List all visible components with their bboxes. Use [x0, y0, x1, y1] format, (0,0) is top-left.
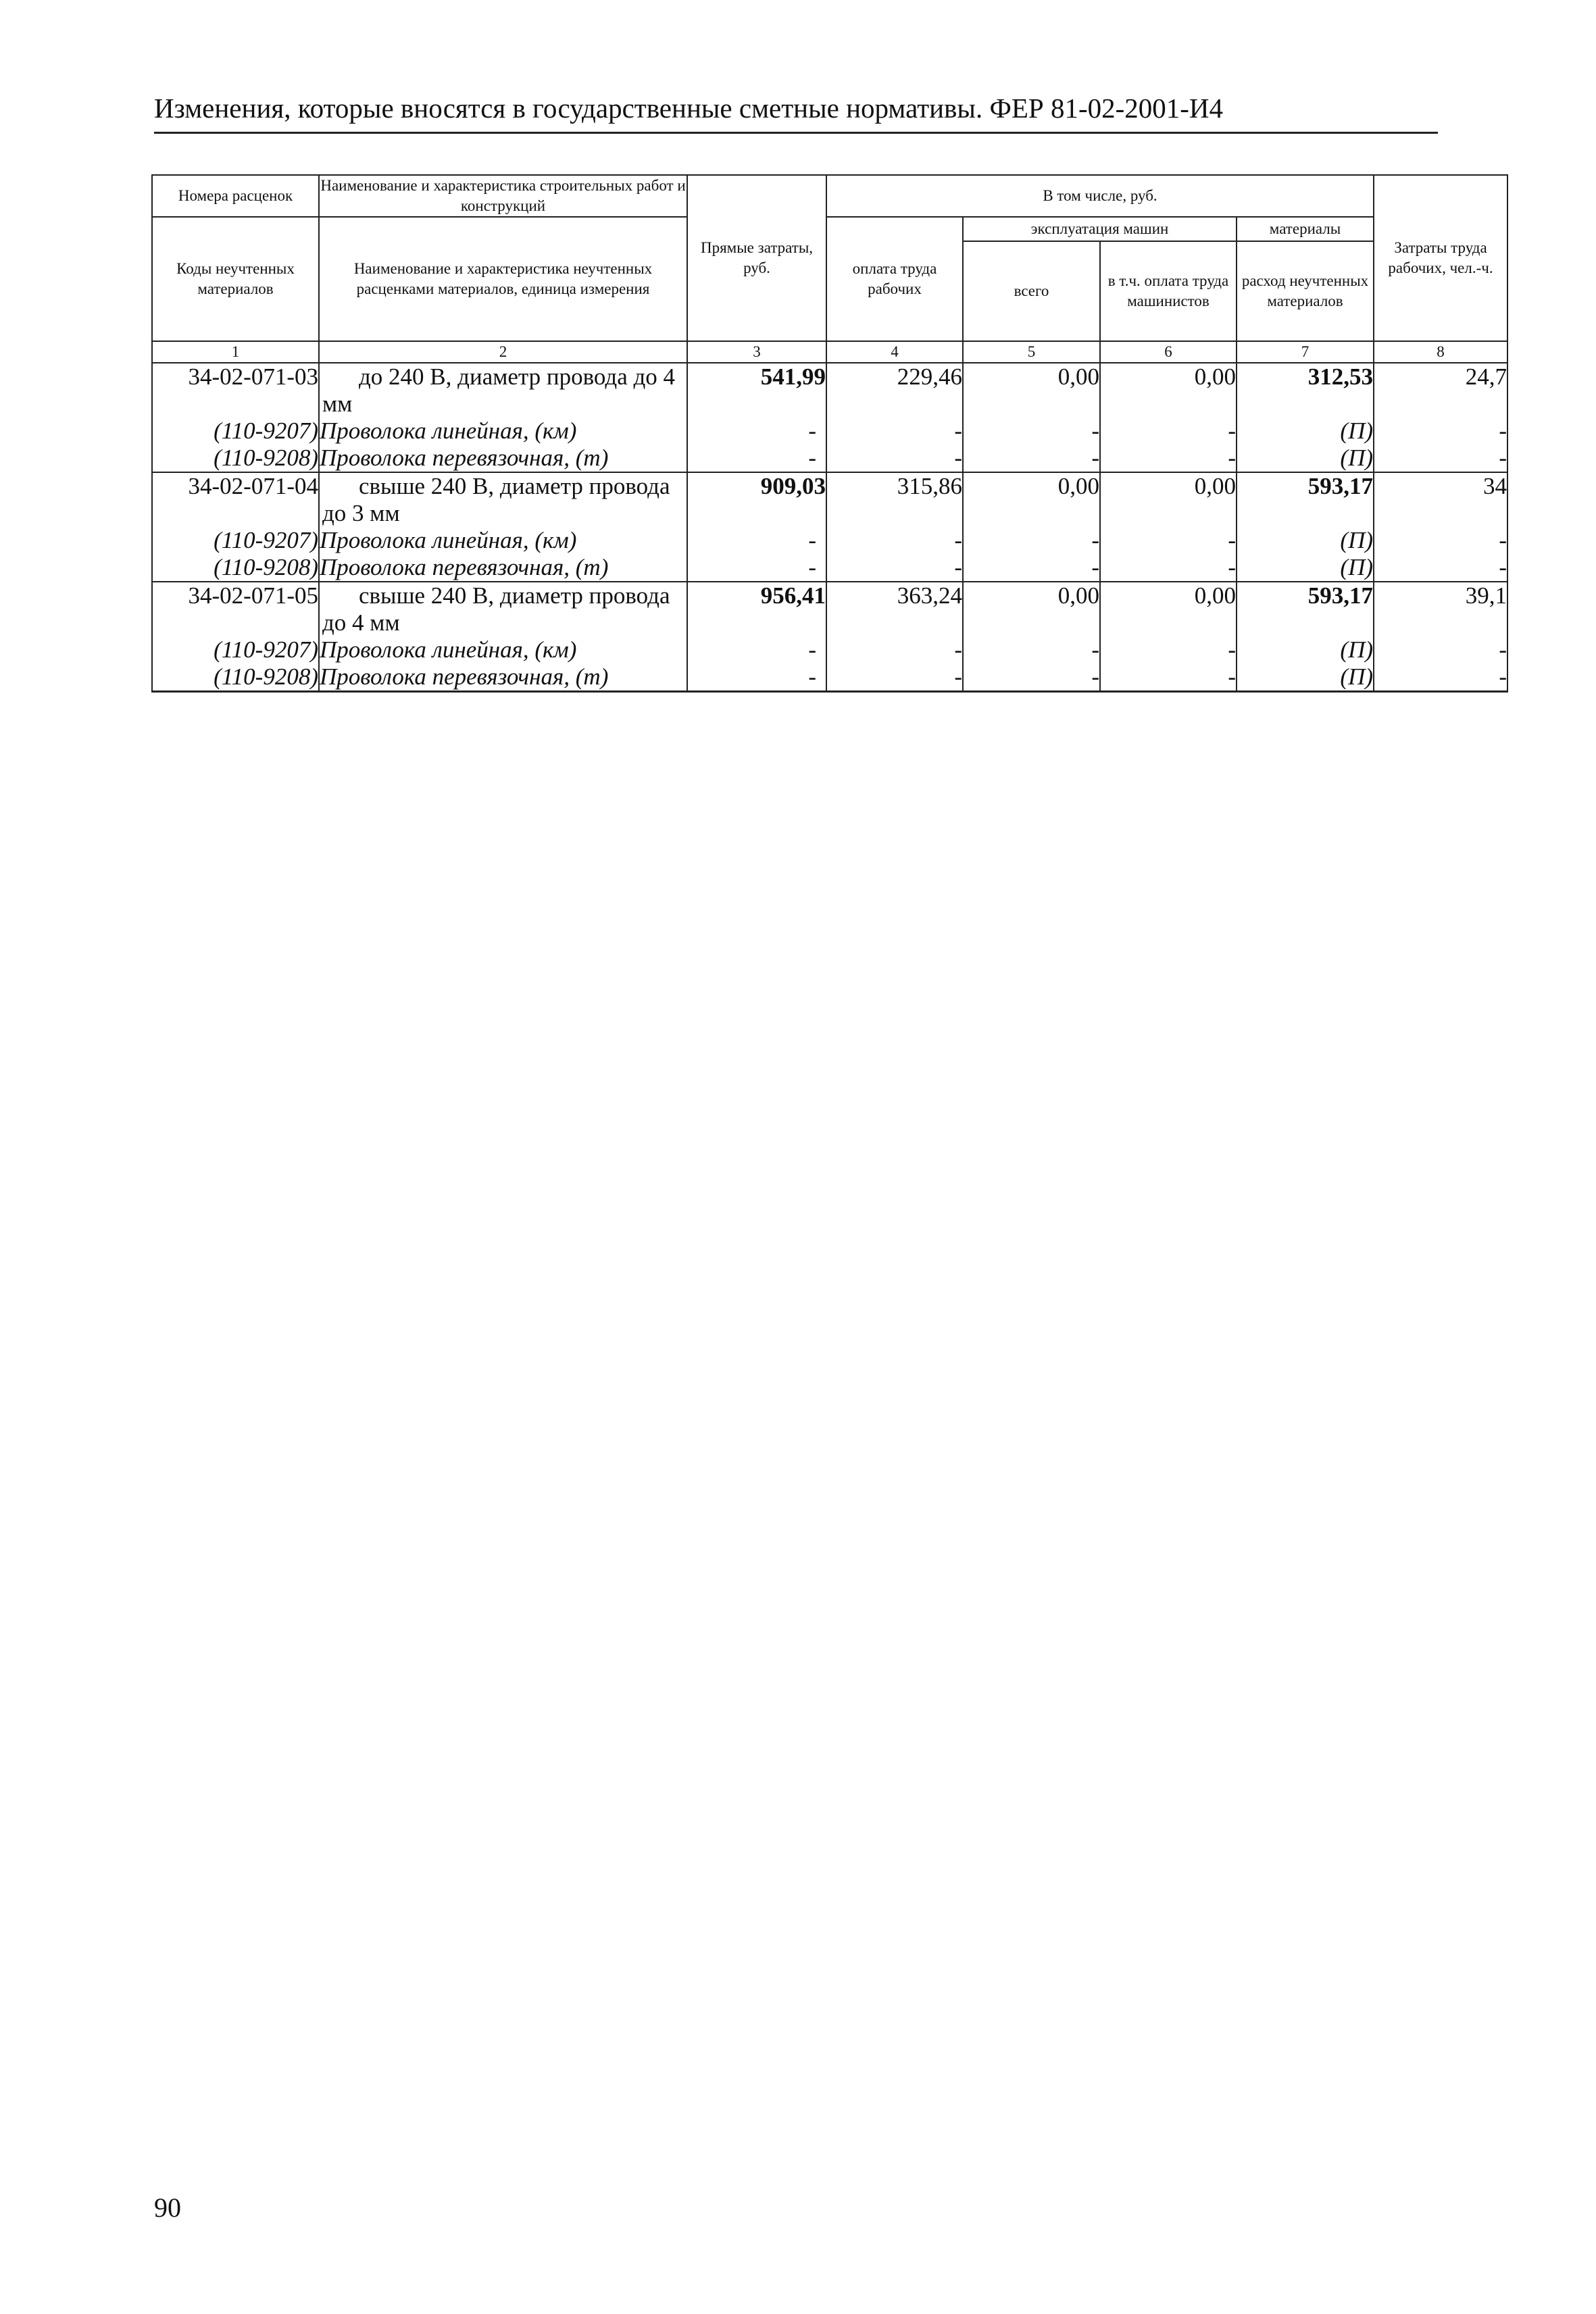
- direct-cost: 909,03: [687, 472, 826, 527]
- machine-operator-cost: -: [1100, 663, 1237, 692]
- col-number: 7: [1237, 341, 1374, 363]
- direct-cost: -: [687, 554, 826, 582]
- group-header: В том числе, руб.: [826, 175, 1374, 217]
- col-number: 6: [1100, 341, 1237, 363]
- material-code: (110-9207): [152, 527, 319, 554]
- material-row: [152, 527, 1507, 554]
- labor-hours: 39,1: [1374, 582, 1507, 636]
- col3-header: Прямые затраты, руб.: [687, 175, 826, 341]
- material-code: (110-9207): [152, 636, 319, 663]
- col-number: 1: [152, 341, 319, 363]
- direct-cost: -: [687, 418, 826, 445]
- direct-cost: -: [687, 636, 826, 663]
- labor-hours: -: [1374, 554, 1507, 582]
- machine-cost-total: -: [963, 554, 1100, 582]
- table-body: [152, 363, 1507, 692]
- machines-header: эксплуатация машин: [963, 217, 1237, 241]
- rate-description-text: до 240 В, диаметр провода до 4 мм: [322, 363, 676, 417]
- machine-operator-cost: -: [1100, 554, 1237, 582]
- material-name: Проволока перевязочная, (т): [319, 554, 687, 582]
- rate-description: [319, 472, 687, 527]
- machine-cost-total: 0,00: [963, 582, 1100, 636]
- machine-cost-total: 0,00: [963, 472, 1100, 527]
- materials-cost: 593,17: [1237, 582, 1374, 636]
- rate-description-text: свыше 240 В, диаметр провода до 4 мм: [322, 582, 670, 636]
- labor-hours: -: [1374, 527, 1507, 554]
- rate-code: 34-02-071-04: [152, 472, 319, 527]
- col-number: 5: [963, 341, 1100, 363]
- machine-operator-cost: -: [1100, 418, 1237, 445]
- machine-operator-cost: 0,00: [1100, 472, 1237, 527]
- materials-cost: 312,53: [1237, 363, 1374, 418]
- material-name: Проволока перевязочная, (т): [319, 445, 687, 472]
- machine-operator-cost: 0,00: [1100, 363, 1237, 418]
- page-header: Изменения, которые вносятся в государственные сметные нормативы. ФЕР 81-02-2001-И4: [154, 95, 1438, 134]
- machine-cost-total: -: [963, 663, 1100, 692]
- materials-cost: (П): [1237, 554, 1374, 582]
- rate-description: [319, 363, 687, 418]
- material-code: (110-9208): [152, 663, 319, 692]
- labor-hours: -: [1374, 636, 1507, 663]
- machine-cost-total: -: [963, 527, 1100, 554]
- material-name: Проволока перевязочная, (т): [319, 663, 687, 692]
- col7-header: расход неучтенных материалов: [1237, 241, 1374, 341]
- labor-cost: -: [826, 445, 963, 472]
- labor-hours: 24,7: [1374, 363, 1507, 418]
- col2-header-bottom: Наименование и характеристика неучтенных расценками материалов, единица измерения: [319, 217, 687, 341]
- col1-header-bottom: Коды неучтенных материалов: [152, 217, 319, 341]
- materials-cost: (П): [1237, 636, 1374, 663]
- col8-header: Затраты труда рабочих, чел.-ч.: [1374, 175, 1507, 341]
- col-number: 8: [1374, 341, 1507, 363]
- table-row: [152, 472, 1507, 527]
- machine-operator-cost: 0,00: [1100, 582, 1237, 636]
- material-row: [152, 663, 1507, 692]
- materials-cost: (П): [1237, 445, 1374, 472]
- materials-cost: 593,17: [1237, 472, 1374, 527]
- rate-code: 34-02-071-05: [152, 582, 319, 636]
- labor-cost: -: [826, 418, 963, 445]
- col1-header-top: Номера расценок: [152, 175, 319, 217]
- material-row: [152, 445, 1507, 472]
- material-row: [152, 554, 1507, 582]
- machine-operator-cost: -: [1100, 445, 1237, 472]
- direct-cost: -: [687, 663, 826, 692]
- labor-cost: 315,86: [826, 472, 963, 527]
- material-name: Проволока линейная, (км): [319, 527, 687, 554]
- machine-cost-total: -: [963, 636, 1100, 663]
- col-number: 3: [687, 341, 826, 363]
- machine-cost-total: 0,00: [963, 363, 1100, 418]
- labor-hours: 34: [1374, 472, 1507, 527]
- direct-cost: 541,99: [687, 363, 826, 418]
- col2-header-top: Наименование и характеристика строительных работ и конструкций: [319, 175, 687, 217]
- material-row: [152, 636, 1507, 663]
- machine-cost-total: -: [963, 445, 1100, 472]
- col6-header: в т.ч. оплата труда машинистов: [1100, 241, 1237, 341]
- labor-cost: 229,46: [826, 363, 963, 418]
- materials-cost: (П): [1237, 663, 1374, 692]
- col5-header: всего: [963, 241, 1100, 341]
- rate-code: 34-02-071-03: [152, 363, 319, 418]
- direct-cost: -: [687, 527, 826, 554]
- table-row: [152, 363, 1507, 418]
- labor-cost: -: [826, 527, 963, 554]
- labor-cost: 363,24: [826, 582, 963, 636]
- rate-description: [319, 582, 687, 636]
- col-number: 4: [826, 341, 963, 363]
- machine-cost-total: -: [963, 418, 1100, 445]
- material-code: (110-9208): [152, 445, 319, 472]
- machine-operator-cost: -: [1100, 636, 1237, 663]
- material-row: [152, 418, 1507, 445]
- material-code: (110-9208): [152, 554, 319, 582]
- materials-cost: (П): [1237, 527, 1374, 554]
- labor-cost: -: [826, 636, 963, 663]
- table-row: [152, 582, 1507, 636]
- material-name: Проволока линейная, (км): [319, 418, 687, 445]
- materials-header: материалы: [1237, 217, 1374, 241]
- labor-hours: -: [1374, 445, 1507, 472]
- labor-cost: -: [826, 663, 963, 692]
- material-code: (110-9207): [152, 418, 319, 445]
- page-number: 90: [154, 2192, 181, 2223]
- direct-cost: 956,41: [687, 582, 826, 636]
- col4-header: оплата труда рабочих: [826, 217, 963, 341]
- materials-cost: (П): [1237, 418, 1374, 445]
- labor-hours: -: [1374, 418, 1507, 445]
- material-name: Проволока линейная, (км): [319, 636, 687, 663]
- col-number: 2: [319, 341, 687, 363]
- labor-hours: -: [1374, 663, 1507, 692]
- machine-operator-cost: -: [1100, 527, 1237, 554]
- direct-cost: -: [687, 445, 826, 472]
- rate-description-text: свыше 240 В, диаметр провода до 3 мм: [322, 472, 670, 526]
- labor-cost: -: [826, 554, 963, 582]
- rates-table: [151, 174, 1508, 693]
